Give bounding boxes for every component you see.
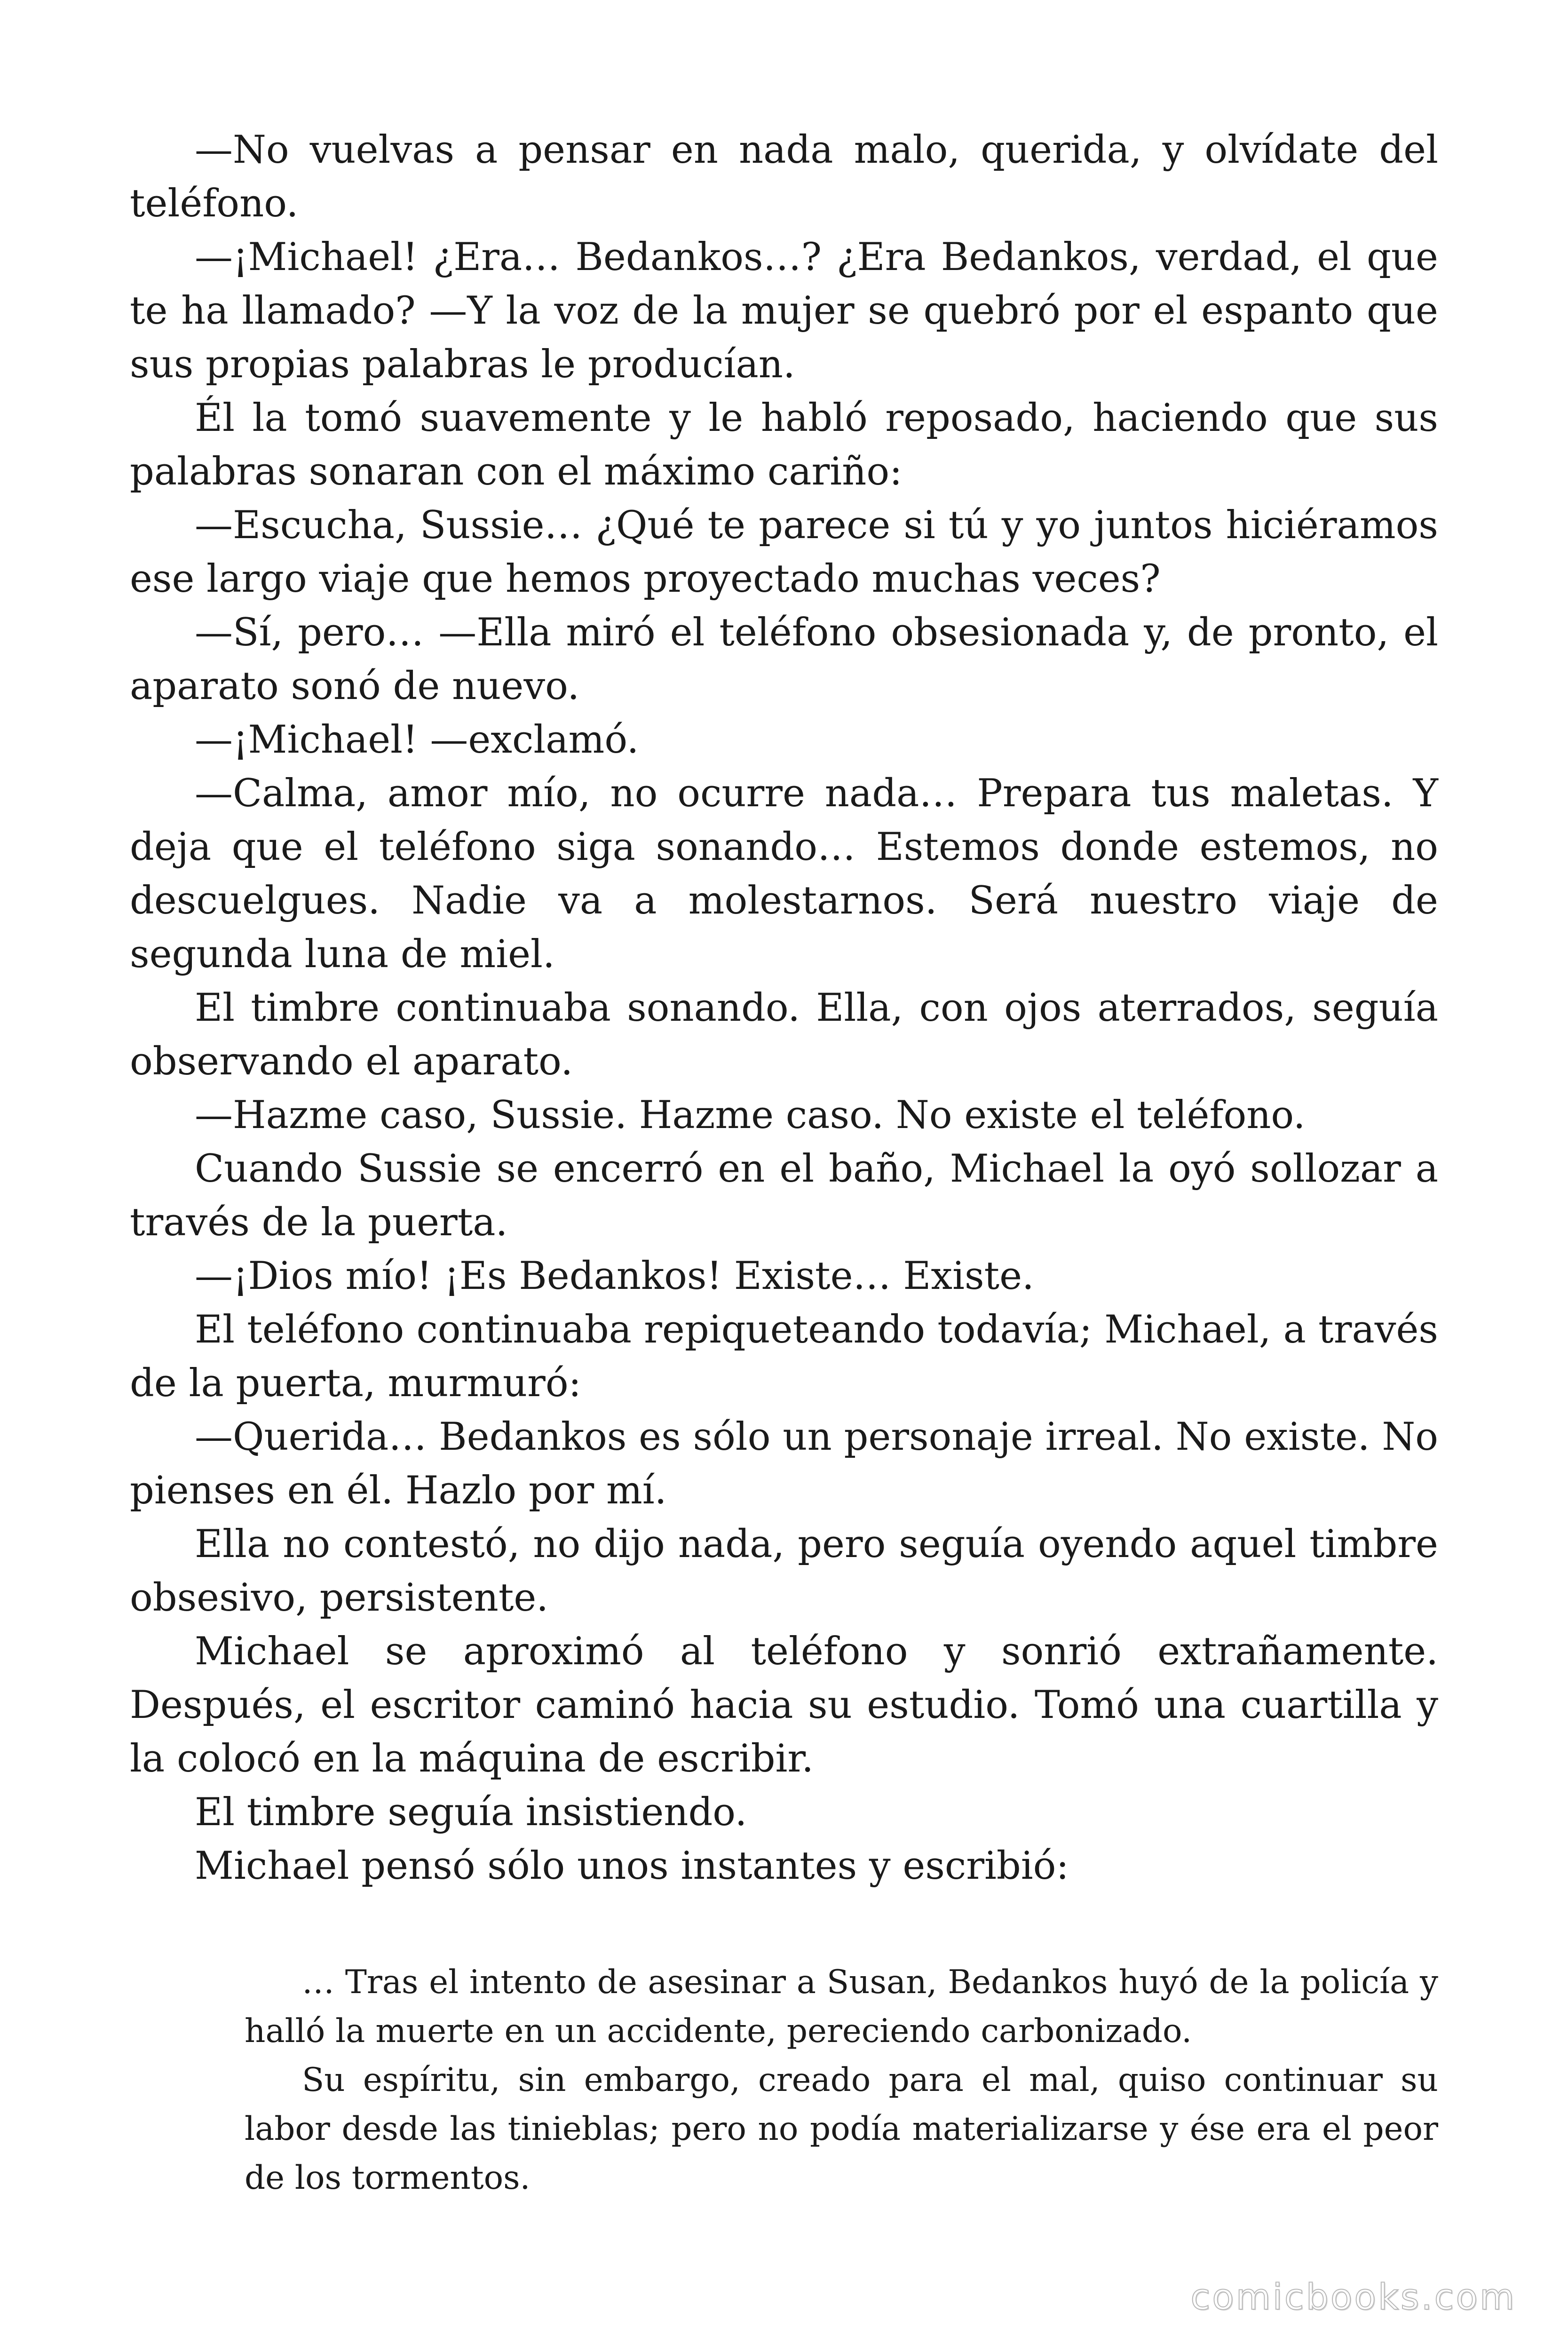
paragraph: El timbre continuaba sonando. Ella, con ojos aterrados, seguía observando el aparato. [130, 986, 1438, 1084]
quote-paragraph: Su espíritu, sin embargo, creado para el mal, quiso continuar su labor desde las tinieblas; pero no podía materializarse y ése era el peor de los tormentos. [245, 2061, 1438, 2197]
paragraph: Michael pensó sólo unos instantes y escribió: [195, 1844, 1069, 1888]
paragraph: —¡Michael! —exclamó. [195, 718, 639, 762]
paragraph: —¡Dios mío! ¡Es Bedankos! Existe… Existe. [195, 1254, 1034, 1298]
paragraph: —Querida… Bedankos es sólo un personaje irreal. No existe. No pienses en él. Hazlo por mí. [130, 1415, 1438, 1513]
quote-paragraph: … Tras el intento de asesinar a Susan, Bedankos huyó de la policía y halló la muerte en un accidente, pereciendo carbonizado. [245, 1963, 1438, 2050]
paragraph: Él la tomó suavemente y le habló reposado, haciendo que sus palabras sonaran con el máximo cariño: [130, 396, 1438, 494]
paragraph: —Hazme caso, Sussie. Hazme caso. No existe el teléfono. [195, 1093, 1306, 1137]
paragraph: Ella no contestó, no dijo nada, pero seguía oyendo aquel timbre obsesivo, persistente. [130, 1522, 1438, 1620]
watermark: comicbooks.com [1190, 2276, 1516, 2318]
paragraph: —Calma, amor mío, no ocurre nada… Prepara tus maletas. Y deja que el teléfono siga sonando… Estemos donde estemos, no descuelgues. Nadie va a molestarnos. Será nuestro viaje de segunda luna de miel. [130, 771, 1438, 977]
paragraph: El teléfono continuaba repiqueteando todavía; Michael, a través de la puerta, murmuró: [130, 1308, 1438, 1406]
paragraph: —Sí, pero… —Ella miró el teléfono obsesionada y, de pronto, el aparato sonó de nuevo. [130, 611, 1438, 708]
paragraph: —¡Michael! ¿Era… Bedankos…? ¿Era Bedankos, verdad, el que te ha llamado? —Y la voz de la mujer se quebró por el espanto que sus propias palabras le producían. [130, 235, 1438, 387]
quoted-excerpt [245, 1958, 1438, 2202]
paragraph: El timbre seguía insistiendo. [195, 1790, 747, 1835]
paragraph: Cuando Sussie se encerró en el baño, Michael la oyó sollozar a través de la puerta. [130, 1147, 1438, 1245]
paragraph: Michael se aproximó al teléfono y sonrió extrañamente. Después, el escritor caminó hacia su estudio. Tomó una cuartilla y la colocó en la máquina de escribir. [130, 1629, 1438, 1781]
main-text [130, 123, 1438, 1893]
paragraph: —No vuelvas a pensar en nada malo, querida, y olvídate del teléfono. [130, 128, 1438, 226]
paragraph: —Escucha, Sussie… ¿Qué te parece si tú y yo juntos hiciéramos ese largo viaje que hemos proyectado muchas veces? [130, 503, 1438, 601]
